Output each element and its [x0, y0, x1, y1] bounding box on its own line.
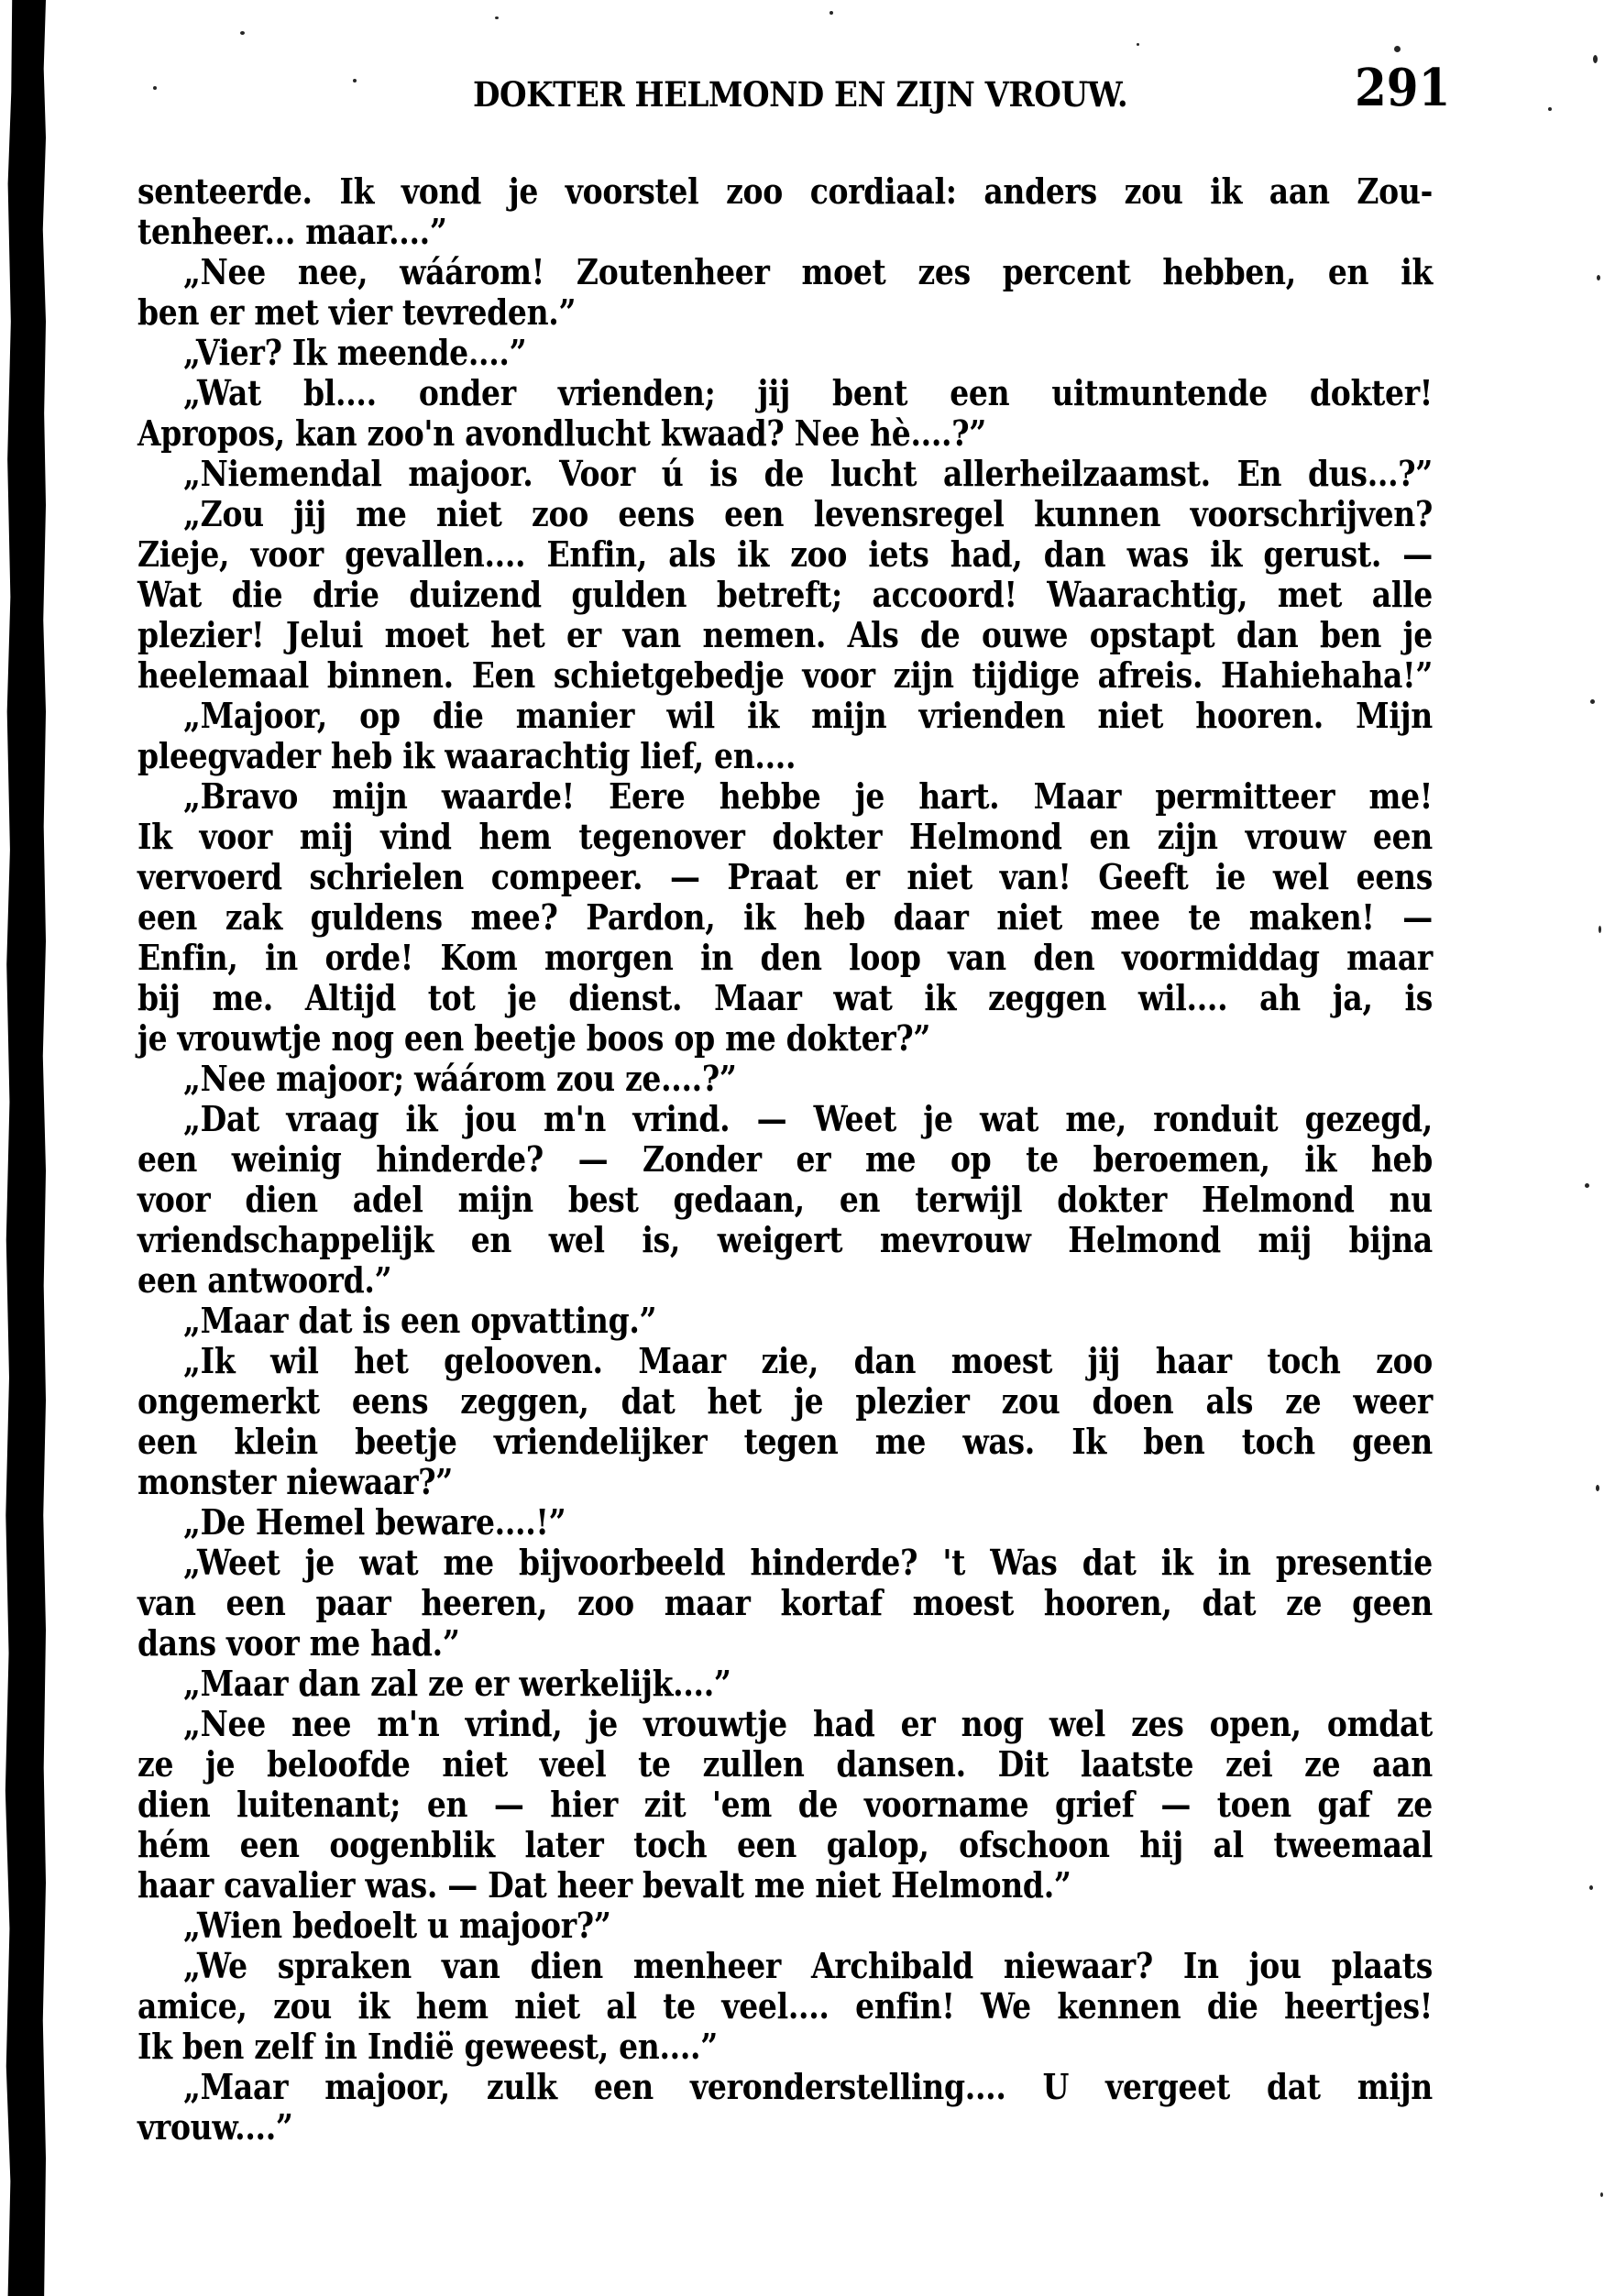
scan-noise-speck	[153, 86, 157, 90]
text-line: plezier! Jelui moet het er van nemen. Als de ouwe opstapt dan ben je	[137, 613, 1433, 656]
scan-noise-speck	[1599, 926, 1601, 933]
text-line: Ik voor mij vind hem tegenover dokter Helmond en zijn vrouw een	[137, 815, 1433, 858]
text-line: „Ik wil het gelooven. Maar zie, dan moest jij haar toch zoo	[183, 1339, 1433, 1382]
text-line: bij me. Altijd tot je dienst. Maar wat ik zeggen wil.... ah ja, is	[137, 976, 1433, 1019]
scan-gutter-shadow	[4, 0, 46, 2296]
text-line: „Wien bedoelt u majoor?”	[183, 1904, 611, 1947]
text-line: Zieje, voor gevallen.... Enfin, als ik zoo iets had, dan was ik gerust. —	[137, 533, 1433, 576]
scan-noise-speck	[1593, 55, 1598, 63]
paragraph	[137, 171, 1433, 252]
paragraph	[137, 776, 1433, 1059]
paragraph	[137, 1502, 1433, 1543]
scan-noise-speck	[1597, 275, 1600, 280]
scan-noise-speck	[829, 11, 833, 15]
text-line: vrouw....”	[137, 2105, 293, 2148]
page-body-text	[137, 171, 1433, 2148]
paragraph	[137, 1341, 1433, 1502]
paragraph	[137, 1543, 1433, 1664]
text-line: ze je beloofde niet veel te zullen dansen. Dit laatste zei ze aan	[137, 1742, 1433, 1785]
text-line: een antwoord.”	[137, 1258, 392, 1302]
page-number: 291	[1355, 57, 1451, 118]
text-line: „De Hemel beware....!”	[183, 1500, 566, 1543]
text-line: „Weet je wat me bijvoorbeeld hinderde? 't Was dat ik in presentie	[183, 1541, 1433, 1584]
text-line: Enfin, in orde! Kom morgen in den loop van den voormiddag maar	[137, 936, 1433, 979]
text-line: hém een oogenblik later toch een galop, ofschoon hij al tweemaal	[137, 1823, 1433, 1866]
text-line: voor dien adel mijn best gedaan, en terwijl dokter Helmond nu	[137, 1178, 1433, 1221]
text-line: Wat die drie duizend gulden betreft; accoord! Waarachtig, met alle	[137, 573, 1433, 616]
text-line: haar cavalier was. — Dat heer bevalt me niet Helmond.”	[137, 1863, 1071, 1906]
text-line: pleegvader heb ik waarachtig lief, en....	[137, 734, 797, 777]
text-line: een klein beetje vriendelijker tegen me was. Ik ben toch geen	[137, 1420, 1433, 1463]
scan-noise-speck	[1548, 107, 1552, 111]
text-line: Apropos, kan zoo'n avondlucht kwaad? Nee hè....?”	[137, 412, 986, 455]
text-line: „Nee nee m'n vrind, je vrouwtje had er nog wel zes open, omdat	[183, 1702, 1433, 1745]
paragraph	[137, 1059, 1433, 1099]
text-line: „Vier? Ik meende....”	[183, 331, 527, 374]
text-line: „Wat bl.... onder vrienden; jij bent een uitmuntende dokter!	[183, 371, 1433, 414]
paragraph	[137, 2067, 1433, 2148]
running-head-title: DOKTER HELMOND EN ZIJN VROUW.	[473, 75, 1128, 115]
text-line: „Bravo mijn waarde! Eere hebbe je hart. Maar permitteer me!	[183, 774, 1433, 818]
paragraph	[137, 454, 1433, 494]
paragraph	[137, 1704, 1433, 1906]
text-line: ben er met vier tevreden.”	[137, 291, 577, 334]
text-line: ongemerkt eens zeggen, dat het je plezier zou doen als ze weer	[137, 1379, 1433, 1423]
scan-noise-speck	[1585, 1183, 1589, 1188]
text-line: vervoerd schrielen compeer. — Praat er niet van! Geeft ie wel eens	[137, 855, 1433, 898]
text-line: „Dat vraag ik jou m'n vrind. — Weet je wat me, ronduit gezegd,	[183, 1097, 1433, 1140]
scan-noise-speck	[1590, 699, 1595, 704]
paragraph	[137, 1301, 1433, 1341]
text-line: senteerde. Ik vond je voorstel zoo cordiaal: anders zou ik aan Zou-	[137, 170, 1433, 213]
text-line: Ik ben zelf in Indië geweest, en....”	[137, 2025, 718, 2068]
paragraph	[137, 252, 1433, 333]
scan-noise-speck	[353, 79, 357, 82]
text-line: „Niemendal majoor. Voor ú is de lucht allerheilzaamst. En dus...?”	[183, 452, 1433, 495]
scan-noise-speck	[1596, 1485, 1599, 1491]
text-line: dien luitenant; en — hier zit 'em de voorname grief — toen gaf ze	[137, 1783, 1433, 1826]
paragraph	[137, 494, 1433, 696]
scan-noise-speck	[1137, 43, 1139, 46]
scan-noise-speck	[1394, 46, 1401, 52]
text-line: je vrouwtje nog een beetje boos op me dokter?”	[137, 1016, 931, 1060]
scan-noise-speck	[495, 16, 499, 19]
paragraph	[137, 696, 1433, 776]
text-line: „Majoor, op die manier wil ik mijn vrienden niet hooren. Mijn	[183, 694, 1433, 737]
text-line: „Maar dan zal ze er werkelijk....”	[183, 1662, 731, 1705]
text-line: „Maar majoor, zulk een veronderstelling.... U vergeet dat mijn	[183, 2065, 1433, 2108]
text-line: heelemaal binnen. Een schietgebedje voor zijn tijdige afreis. Hahiehaha!”	[137, 654, 1433, 697]
text-line: dans voor me had.”	[137, 1621, 460, 1664]
text-line: een weinig hinderde? — Zonder er me op te beroemen, ik heb	[137, 1137, 1433, 1181]
scan-noise-speck	[240, 31, 245, 35]
paragraph	[137, 1906, 1433, 1946]
text-line: „Nee majoor; wáárom zou ze....?”	[183, 1057, 737, 1100]
text-line: „Nee nee, wáárom! Zoutenheer moet zes percent hebben, en ik	[183, 250, 1433, 293]
paragraph	[137, 1946, 1433, 2067]
text-line: van een paar heeren, zoo maar kortaf moest hooren, dat ze geen	[137, 1581, 1433, 1624]
text-line: monster niewaar?”	[137, 1460, 453, 1503]
text-line: „Maar dat is een opvatting.”	[183, 1299, 657, 1342]
text-line: vriendschappelijk en wel is, weigert mevrouw Helmond mij bijna	[137, 1218, 1433, 1261]
text-line: „Zou jij me niet zoo eens een levensregel kunnen voorschrijven?	[183, 492, 1433, 535]
paragraph	[137, 373, 1433, 454]
scan-noise-speck	[1589, 1885, 1593, 1890]
scan-noise-speck	[1600, 2192, 1603, 2197]
text-line: tenheer... maar....”	[137, 210, 447, 253]
text-line: „We spraken van dien menheer Archibald niewaar? In jou plaats	[183, 1944, 1433, 1987]
paragraph	[137, 333, 1433, 373]
paragraph	[137, 1099, 1433, 1301]
text-line: amice, zou ik hem niet al te veel.... enfin! We kennen die heertjes!	[137, 1984, 1433, 2027]
text-line: een zak guldens mee? Pardon, ik heb daar niet mee te maken! —	[137, 895, 1433, 939]
paragraph	[137, 1664, 1433, 1704]
